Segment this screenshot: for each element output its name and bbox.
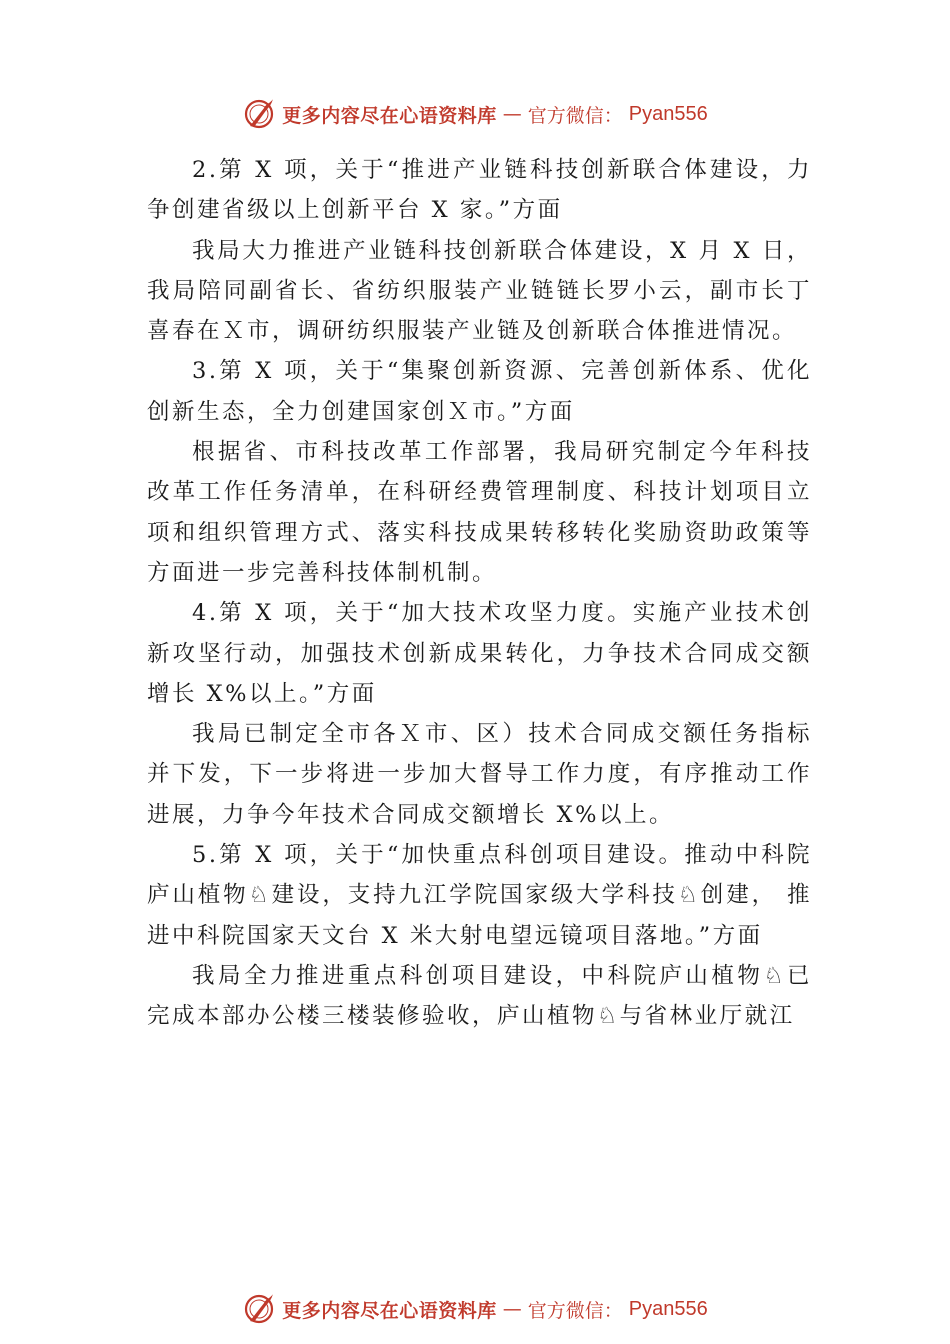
watermark-dash: — — [502, 1298, 522, 1320]
quill-seal-logo-icon — [242, 97, 276, 131]
footer-watermark — [0, 1289, 950, 1329]
quill-seal-logo-icon — [242, 1292, 276, 1326]
paragraph-item-2-body: 我局大力推进产业链科技创新联合体建设，X 月 X 日，我局陪同副省长、省纺织服装产业链链长罗小云，副市长丁喜春在Ｘ市，调研纺织服装产业链及创新联合体推进情况。 — [147, 237, 812, 345]
paragraph-item-5-heading: 5.第 X 项，关于“加快重点科创项目建设。推动中科院庐山植物♘建设，支持九江学院国家级大学科技♘创建， 推进中科院国家天文台 X 米大射电望远镜项目落地。”方面 — [147, 842, 812, 949]
paragraph-item-2-heading: 2.第 X 项，关于“推进产业链科技创新联合体建设，力争创建省级以上创新平台 X 家。”方面 — [147, 157, 812, 224]
watermark-brand: 更多内容尽在心语资料库 — [282, 104, 497, 127]
watermark-brand: 更多内容尽在心语资料库 — [282, 1299, 497, 1322]
document-body — [147, 150, 812, 1037]
paragraph-item-4-heading: 4.第 X 项，关于“加大技术攻坚力度。实施产业技术创新攻坚行动，加强技术创新成果转化，力争技术合同成交额增长 X%以上。”方面 — [147, 600, 812, 707]
paragraph-item-4-body: 我局已制定全市各Ｘ市、区）技术合同成交额任务指标并下发，下一步将进一步加大督导工作力度，有序推动工作进展，力争今年技术合同成交额增长 X%以上。 — [147, 721, 812, 828]
watermark-wechat-handle: Pyan556 — [628, 1297, 708, 1320]
paragraph-item-3-body: 根据省、市科技改革工作部署，我局研究制定今年科技改革工作任务清单，在科研经费管理制度、科技计划项目立项和组织管理方式、落实科技成果转移转化奖励资助政策等方面进一步完善科技体制机制。 — [147, 439, 812, 586]
watermark-official-label: 官方微信： — [527, 104, 623, 127]
watermark-wechat-handle: Pyan556 — [628, 102, 708, 125]
paragraph-item-3-heading: 3.第 X 项，关于“集聚创新资源、完善创新体系、优化创新生态，全力创建国家创Ｘ市。”方面 — [147, 358, 812, 425]
paragraph-item-5-body: 我局全力推进重点科创项目建设，中科院庐山植物♘已完成本部办公楼三楼装修验收，庐山植物♘与省林业厅就江 — [147, 962, 812, 1030]
header-watermark — [0, 94, 950, 134]
watermark-official-label: 官方微信： — [527, 1299, 623, 1322]
watermark-dash: — — [502, 103, 522, 125]
